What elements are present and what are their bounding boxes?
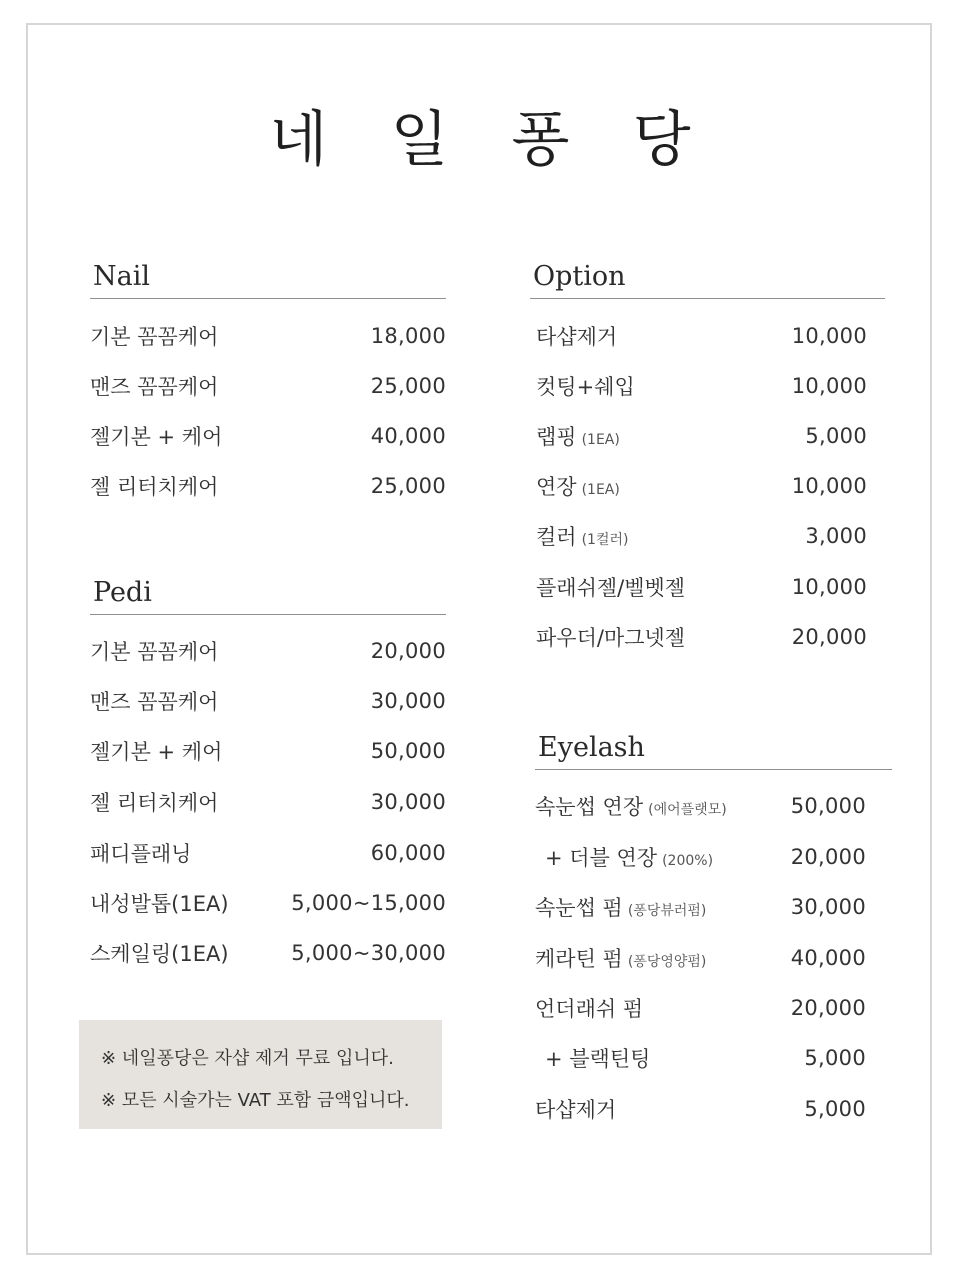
menu-item (536, 466, 867, 506)
menu-item (90, 731, 446, 771)
item-price: 40,000 (790, 946, 866, 970)
item-name: 타샵제거 (536, 325, 618, 349)
item-price: 10,000 (791, 324, 867, 348)
item-price: 5,000~15,000 (291, 891, 446, 915)
item-name: + 더블 연장 (200%) (545, 846, 714, 870)
item-name: 파우더/마그넷젤 (536, 626, 686, 650)
item-name: 랩핑 (1EA) (536, 425, 620, 449)
item-price: 5,000~30,000 (291, 941, 446, 965)
item-price: 20,000 (791, 625, 867, 649)
menu-item (90, 833, 446, 873)
item-note: (퐁당뷰러펌) (627, 903, 707, 919)
item-price: 50,000 (370, 739, 446, 763)
menu-item (90, 466, 446, 506)
notice-box (79, 1020, 442, 1129)
item-price: 30,000 (370, 689, 446, 713)
item-name: 컷팅+쉐입 (536, 375, 635, 399)
item-name: 플래쉬젤/벨벳젤 (536, 576, 686, 600)
item-note: (1EA) (581, 432, 620, 448)
item-price: 3,000 (805, 524, 867, 548)
item-price: 60,000 (370, 841, 446, 865)
section-heading: Option (530, 262, 885, 299)
menu-item (536, 316, 867, 356)
item-name: 젤기본 + 케어 (90, 425, 223, 449)
section-heading: Eyelash (535, 733, 892, 770)
item-name: 내성발톱(1EA) (90, 892, 229, 916)
item-price: 10,000 (791, 374, 867, 398)
menu-item (535, 837, 866, 877)
item-name: 젤기본 + 케어 (90, 740, 223, 764)
nail-section (90, 261, 446, 499)
eyelash-section (535, 732, 892, 1122)
item-name: 속눈썹 펌 (퐁당뷰러펌) (535, 896, 707, 920)
menu-item (535, 887, 866, 927)
page-title: 네 일 퐁 당 (269, 105, 713, 175)
item-name: 젤 리터치케어 (90, 475, 219, 499)
item-name: 언더래쉬 펌 (535, 997, 644, 1021)
item-name: 속눈썹 연장 (에어플랫모) (535, 795, 727, 819)
item-name: + 블랙틴팅 (545, 1047, 651, 1071)
item-price: 5,000 (804, 1046, 866, 1070)
menu-item (535, 1089, 866, 1129)
item-note: (퐁당영양펌) (627, 954, 707, 970)
notice-line: ※ 모든 시술가는 VAT 포함 금액입니다. (101, 1090, 410, 1111)
item-price: 25,000 (370, 374, 446, 398)
item-name: 맨즈 꼼꼼케어 (90, 690, 219, 714)
menu-item (536, 567, 867, 607)
item-price: 40,000 (370, 424, 446, 448)
menu-item (535, 1038, 866, 1078)
menu-item (536, 416, 867, 456)
item-price: 5,000 (804, 1097, 866, 1121)
pedi-section (90, 577, 446, 966)
menu-item (90, 631, 446, 671)
menu-item (90, 933, 446, 973)
menu-item (536, 617, 867, 657)
menu-item (90, 782, 446, 822)
menu-item (535, 938, 866, 978)
item-note: (1EA) (581, 482, 620, 498)
item-price: 25,000 (370, 474, 446, 498)
item-name: 기본 꼼꼼케어 (90, 325, 219, 349)
item-price: 30,000 (790, 895, 866, 919)
item-name: 기본 꼼꼼케어 (90, 640, 219, 664)
item-name: 타샵제거 (535, 1098, 617, 1122)
item-price: 20,000 (370, 639, 446, 663)
item-price: 20,000 (790, 996, 866, 1020)
menu-item (536, 516, 867, 556)
item-name: 스케일링(1EA) (90, 942, 229, 966)
item-name: 맨즈 꼼꼼케어 (90, 375, 219, 399)
menu-item (90, 416, 446, 456)
item-price: 5,000 (805, 424, 867, 448)
menu-item (535, 988, 866, 1028)
section-heading: Pedi (90, 578, 446, 615)
item-name: 패디플래닝 (90, 842, 192, 866)
item-name: 컬러 (1컬러) (536, 525, 629, 549)
menu-item (90, 366, 446, 406)
menu-item (535, 786, 866, 826)
section-heading: Nail (90, 262, 446, 299)
item-name: 젤 리터치케어 (90, 791, 219, 815)
menu-item (536, 366, 867, 406)
item-name: 케라틴 펌 (퐁당영양펌) (535, 947, 707, 971)
item-price: 18,000 (370, 324, 446, 348)
item-name: 연장 (1EA) (536, 475, 620, 499)
notice-line: ※ 네일퐁당은 자샵 제거 무료 입니다. (101, 1048, 394, 1069)
item-price: 10,000 (791, 474, 867, 498)
option-section (530, 261, 885, 650)
item-price: 20,000 (790, 845, 866, 869)
item-price: 50,000 (790, 794, 866, 818)
item-note: (200%) (662, 853, 714, 869)
item-note: (1컬러) (581, 532, 629, 548)
item-price: 10,000 (791, 575, 867, 599)
menu-item (90, 883, 446, 923)
item-note: (에어플랫모) (648, 802, 727, 818)
item-price: 30,000 (370, 790, 446, 814)
menu-item (90, 681, 446, 721)
menu-item (90, 316, 446, 356)
